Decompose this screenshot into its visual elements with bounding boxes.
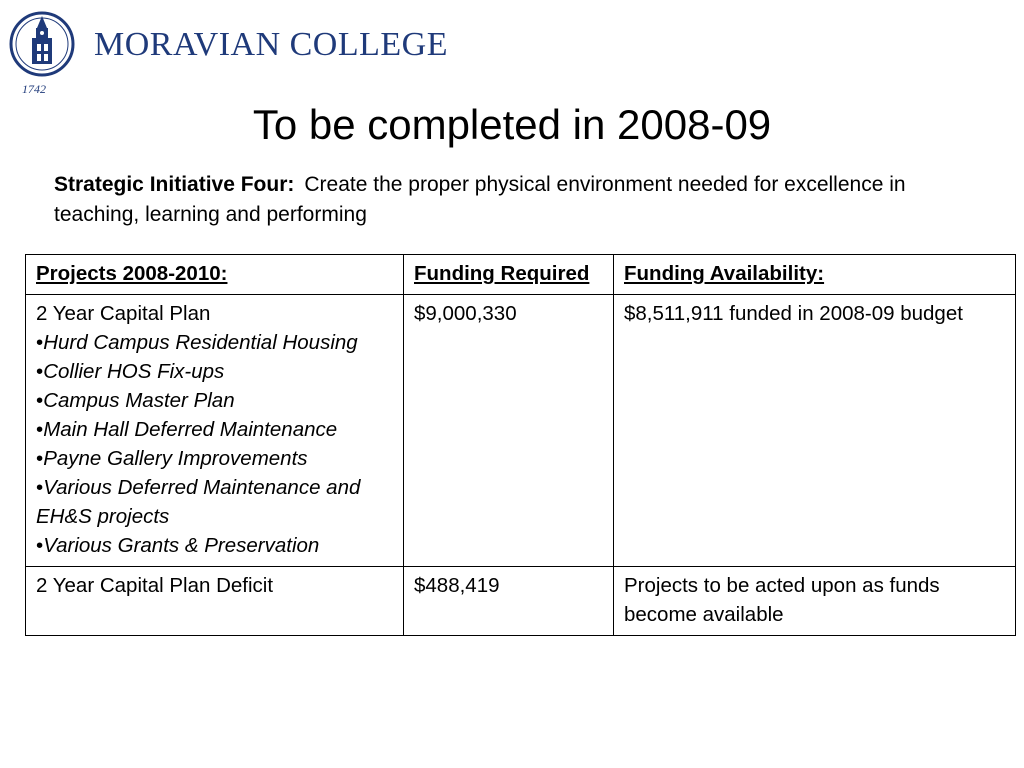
table-row <box>26 567 1016 636</box>
column-header-projects: Projects 2008-2010: <box>26 255 404 295</box>
list-item-text: Various Deferred Maintenance and EH&S projects <box>36 476 361 528</box>
project-items-list <box>36 328 393 560</box>
list-item <box>36 444 393 473</box>
list-item-text: Hurd Campus Residential Housing <box>43 331 358 354</box>
list-item-text: Campus Master Plan <box>43 389 235 412</box>
initiative-lead: Strategic Initiative Four: <box>54 173 295 196</box>
list-item <box>36 531 393 560</box>
slide-title: To be completed in 2008-09 <box>252 101 772 148</box>
funding-required-cell: $9,000,330 <box>404 295 614 567</box>
bullet-icon: • <box>36 476 44 499</box>
initiative-text: Create the proper physical environment needed for excellence in teaching, learning and performing <box>54 173 906 226</box>
list-item <box>36 415 393 444</box>
bullet-icon: • <box>36 389 44 412</box>
list-item-text: Collier HOS Fix-ups <box>43 360 225 383</box>
bullet-icon: • <box>36 331 44 354</box>
projects-table <box>25 254 1016 636</box>
list-item <box>36 357 393 386</box>
column-header-funding-required: Funding Required <box>404 255 614 295</box>
list-item-text: Main Hall Deferred Maintenance <box>43 418 338 441</box>
initiative-statement <box>54 170 984 230</box>
project-cell: 2 Year Capital Plan Deficit <box>26 567 404 636</box>
list-item-text: Payne Gallery Improvements <box>43 447 308 470</box>
project-name: 2 Year Capital Plan <box>36 302 211 325</box>
bullet-icon: • <box>36 534 44 557</box>
list-item <box>36 473 393 531</box>
table-row <box>26 295 1016 567</box>
college-name: MORAVIAN COLLEGE <box>94 26 448 63</box>
header <box>8 8 448 100</box>
list-item <box>36 328 393 357</box>
list-item-text: Various Grants & Preservation <box>43 534 320 557</box>
bullet-icon: • <box>36 360 44 383</box>
list-item <box>36 386 393 415</box>
project-cell <box>26 295 404 567</box>
funding-availability-cell: $8,511,911 funded in 2008-09 budget <box>614 295 1016 567</box>
table-header-row <box>26 255 1016 295</box>
bullet-icon: • <box>36 447 44 470</box>
bullet-icon: • <box>36 418 44 441</box>
column-header-funding-availability: Funding Availability: <box>614 255 1016 295</box>
founding-year: 1742 <box>22 82 46 96</box>
funding-availability-cell: Projects to be acted upon as funds become available <box>614 567 1016 636</box>
funding-required-cell: $488,419 <box>404 567 614 636</box>
